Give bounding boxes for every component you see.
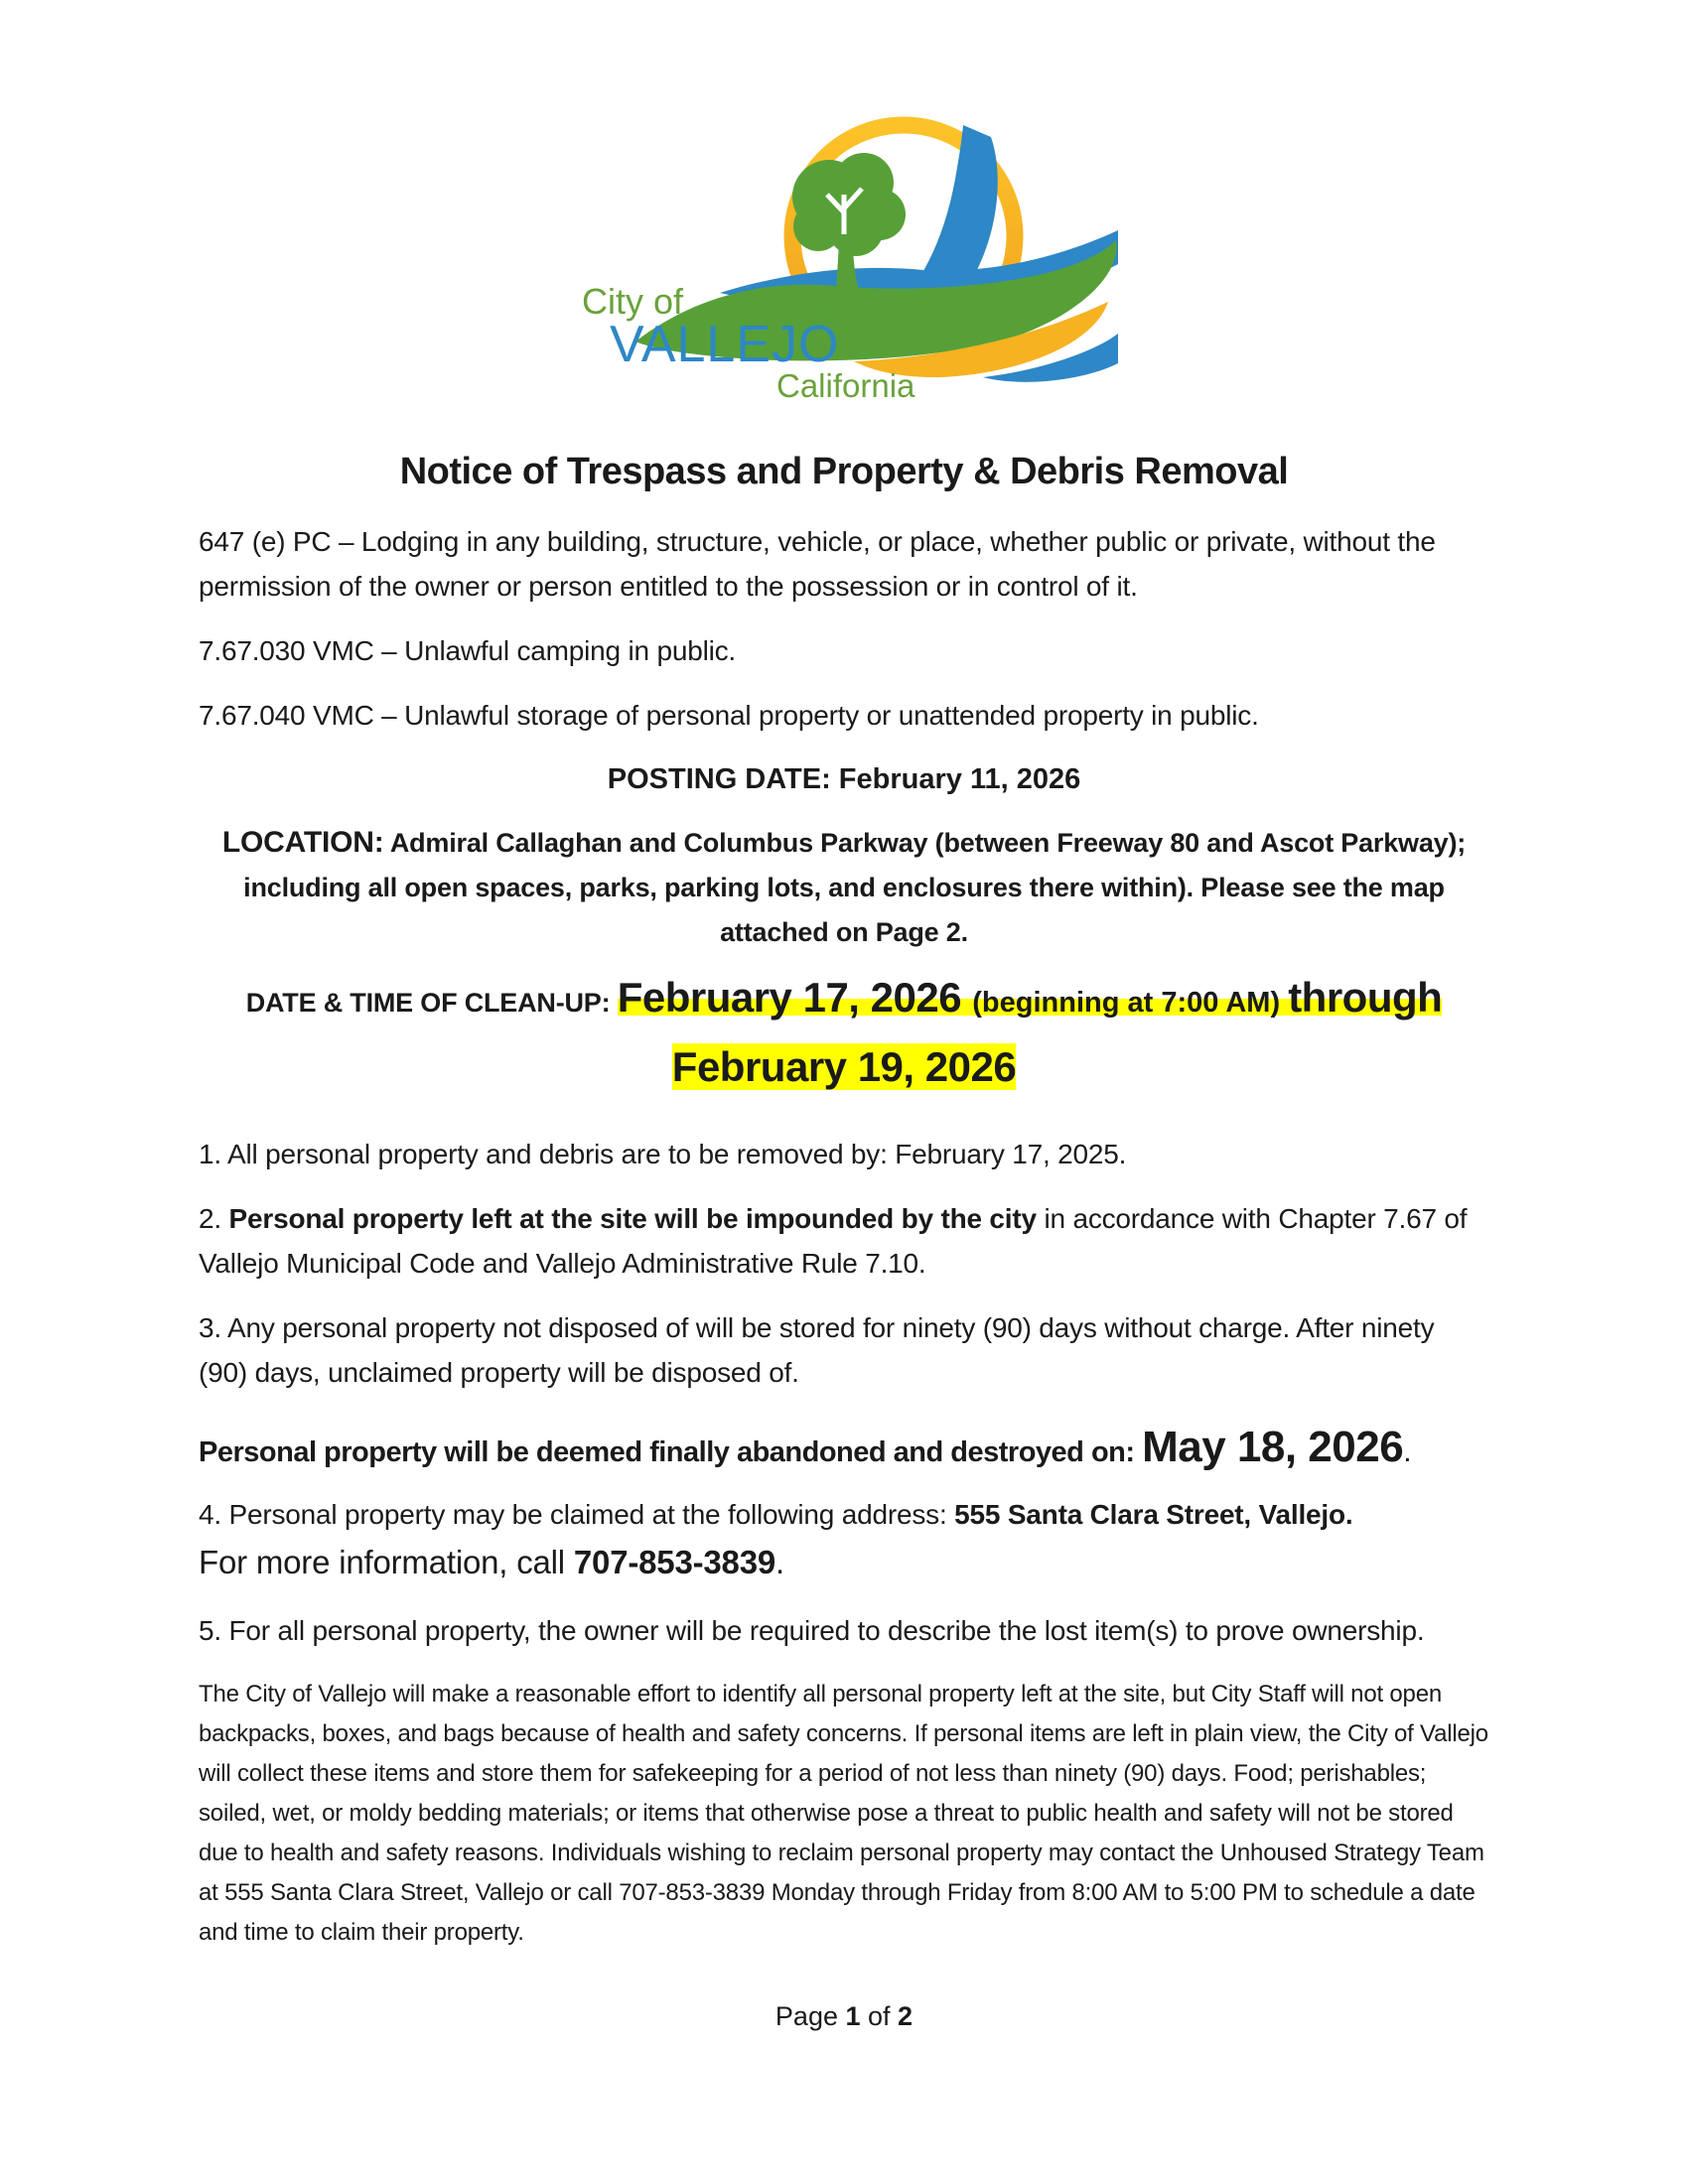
item2-bold-text: Personal property left at the site will be impounded by the city bbox=[228, 1203, 1037, 1234]
fine-print-paragraph: The City of Vallejo will make a reasonable effort to identify all personal property left at the site, but City Staff will not open backpacks, boxes, and bags because of health and safety concerns. If personal items are left in plain view, the City of Vallejo will collect these items and store them for safekeeping for a period of not less than ninety (90) days. Food; perishables; soiled, wet, or moldy bedding materials; or items that otherwise pose a threat to public health and safety will not be stored due to health and safety reasons. Individuals wishing to reclaim personal property may contact the Unhoused Strategy Team at 555 Santa Clara Street, Vallejo or call 707-853-3839 Monday through Friday from 8:00 AM to 5:00 PM to schedule a date and time to claim their property. bbox=[199, 1681, 1488, 1946]
vallejo-logo-graphic bbox=[566, 77, 1122, 415]
phone-number: 707-853-3839 bbox=[573, 1544, 775, 1580]
code-767040-paragraph: 7.67.040 VMC – Unlawful storage of personal property or unattended property in public. bbox=[199, 700, 1259, 731]
item2-number: 2. bbox=[199, 1203, 229, 1234]
cleanup-start-date: February 17, 2026 bbox=[617, 974, 973, 1021]
posting-date-line: POSTING DATE: February 11, 2026 bbox=[607, 763, 1081, 795]
cleanup-label: DATE & TIME OF CLEAN-UP: bbox=[245, 988, 618, 1018]
cleanup-highlight-1 bbox=[617, 974, 1443, 1021]
list-item-1: 1. All personal property and debris are to be removed by: February 17, 2025. bbox=[199, 1139, 1127, 1169]
abandoned-period: . bbox=[1403, 1435, 1412, 1468]
more-info-text: For more information, call bbox=[199, 1544, 574, 1580]
location-text: Admiral Callaghan and Columbus Parkway (between Freeway 80 and Ascot Parkway); including all open spaces, parks, parking lots, and enclosures there within). Please see the map attached on Page 2. bbox=[243, 828, 1467, 947]
cleanup-line-2 bbox=[199, 1038, 1489, 1106]
notice-title: Notice of Trespass and Property & Debris Removal bbox=[399, 451, 1289, 492]
document-content bbox=[0, 77, 1688, 1953]
footer-page-word: Page bbox=[774, 2001, 846, 2031]
abandoned-date: May 18, 2026 bbox=[1142, 1423, 1404, 1471]
more-info-line bbox=[199, 1544, 784, 1580]
code-767030-paragraph: 7.67.030 VMC – Unlawful camping in public. bbox=[199, 635, 737, 666]
item4-text: 4. Personal property may be claimed at the following address: bbox=[199, 1499, 955, 1530]
logo-california-text: California bbox=[776, 367, 915, 404]
list-item-3: 3. Any personal property not disposed of will be stored for ninety (90) days without charge. After ninety (90) days, unclaimed property will be disposed of. bbox=[199, 1312, 1435, 1388]
list-item-2 bbox=[199, 1196, 1489, 1286]
footer-of-word: of bbox=[860, 2001, 899, 2031]
footer-page-number: 1 bbox=[845, 2001, 861, 2031]
more-info-period: . bbox=[775, 1544, 784, 1580]
item4-address: 555 Santa Clara Street, Vallejo. bbox=[954, 1499, 1353, 1530]
abandoned-line bbox=[199, 1423, 1489, 1472]
cleanup-time-note: (beginning at 7:00 AM) bbox=[972, 987, 1289, 1019]
page-footer bbox=[0, 2001, 1688, 2032]
logo-vallejo-text: VALLEJO bbox=[610, 316, 840, 373]
city-of-vallejo-logo bbox=[566, 77, 1122, 415]
abandoned-label: Personal property will be deemed finally abandoned and destroyed on: bbox=[199, 1436, 1143, 1468]
footer-total-pages: 2 bbox=[898, 2001, 914, 2031]
location-paragraph bbox=[199, 820, 1489, 955]
code-647-paragraph: 647 (e) PC – Lodging in any building, structure, vehicle, or place, whether public or private, without the permission of the owner or person entitled to the possession or in control of it. bbox=[199, 526, 1436, 602]
cleanup-through: through bbox=[1288, 974, 1443, 1021]
cleanup-date-block bbox=[199, 967, 1489, 1106]
item2-rest: in accordance with Chapter 7.67 of Vallejo Municipal Code and Vallejo Administrative Rule 7.10. bbox=[199, 1203, 1468, 1279]
list-item-5: 5. For all personal property, the owner will be required to describe the lost item(s) to prove ownership. bbox=[199, 1615, 1425, 1646]
cleanup-line-1 bbox=[199, 967, 1489, 1038]
location-label: LOCATION: bbox=[221, 826, 384, 859]
logo-city-of-text: City of bbox=[582, 281, 684, 322]
list-item-4 bbox=[199, 1492, 1489, 1588]
cleanup-end-date: February 19, 2026 bbox=[671, 1043, 1017, 1090]
